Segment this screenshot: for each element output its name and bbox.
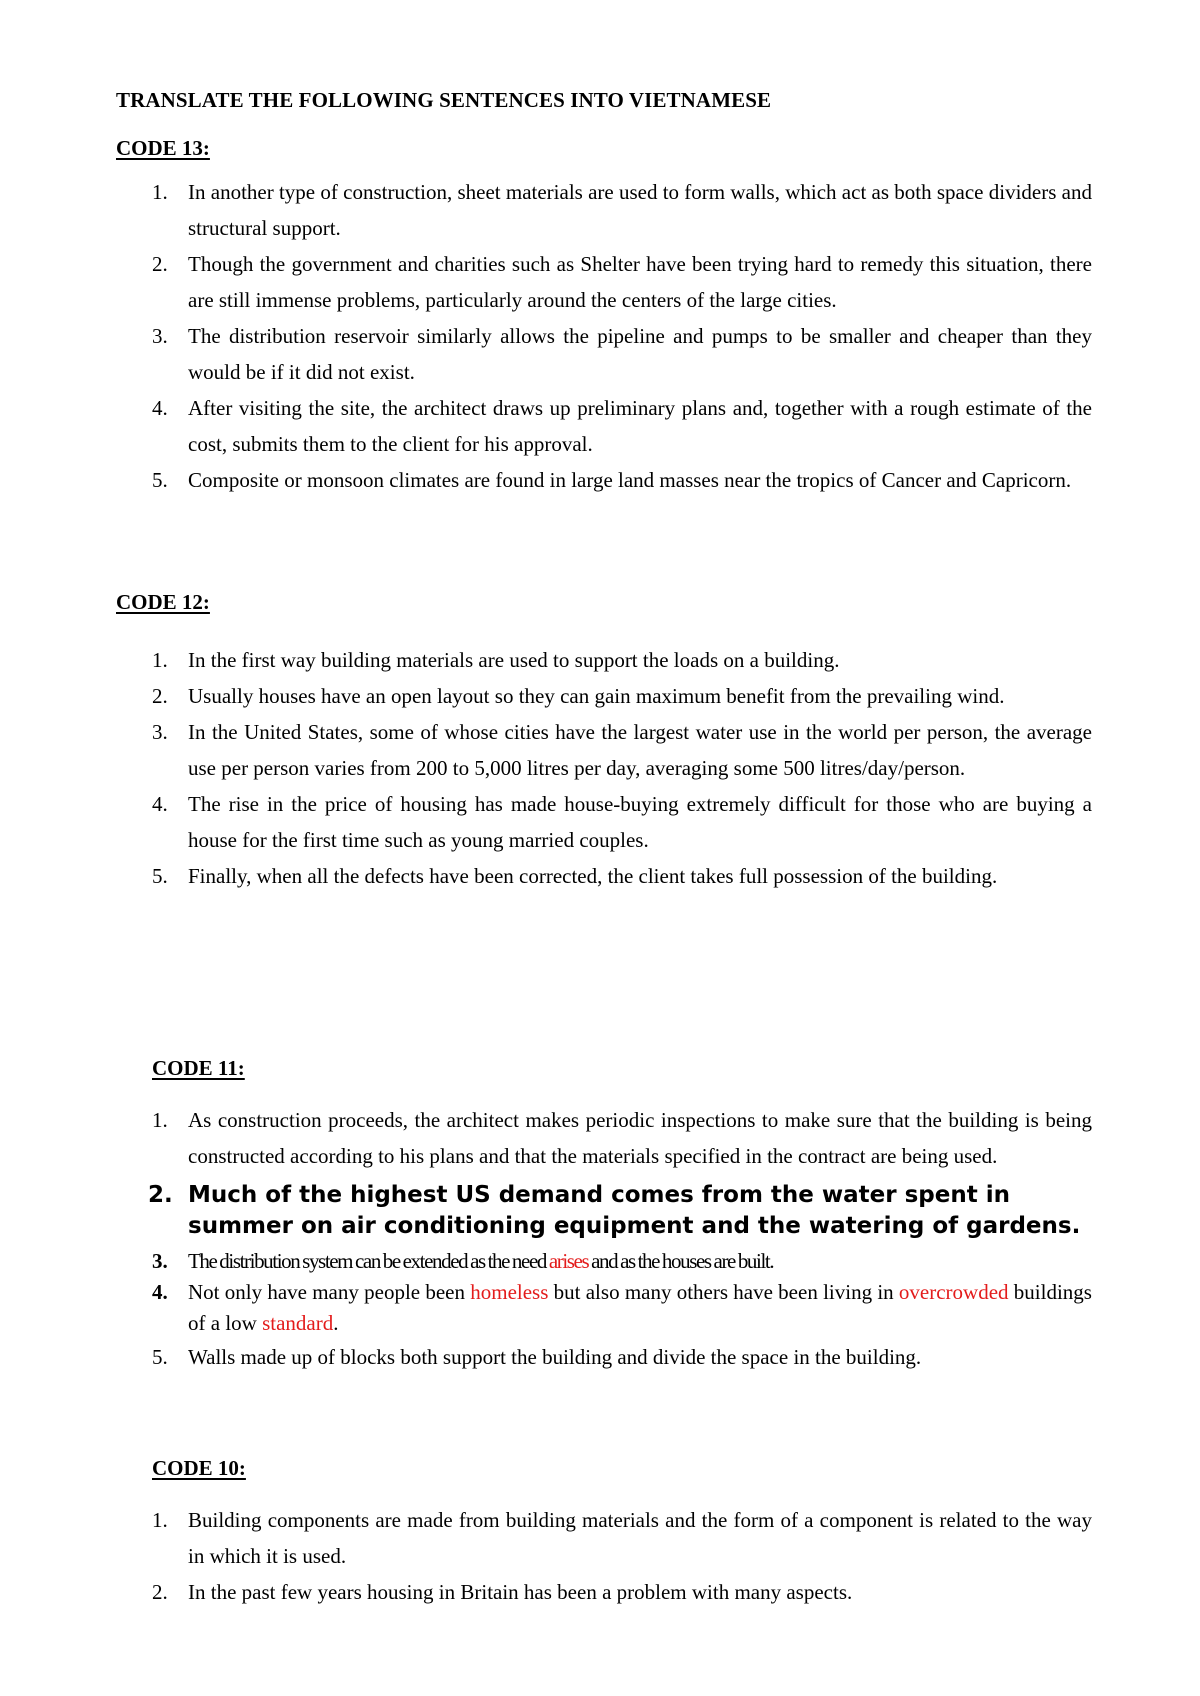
list-item [148, 858, 1092, 894]
sentence-text: Finally, when all the defects have been corrected, the client takes full possession of the building. [188, 864, 998, 888]
sentence-text: Usually houses have an open layout so they can gain maximum benefit from the prevailing wind. [188, 684, 1005, 708]
code-13-list [148, 174, 1092, 498]
sentence-text: Walls made up of blocks both support the building and divide the space in the building. [188, 1345, 922, 1369]
sentence-text: and as the houses are built. [588, 1249, 774, 1273]
sentence-text: Building components are made from building materials and the form of a component is related to the way in which it is used. [188, 1508, 1092, 1568]
sentence-text: Though the government and charities such as Shelter have been trying hard to remedy this situation, there are still immense problems, particularly around the centers of the large cities. [188, 252, 1092, 312]
sentence-text: In the United States, some of whose cities have the largest water use in the world per person, the average use per person varies from 200 to 5,000 litres per day, averaging some 500 litres/day/person. [188, 720, 1092, 780]
list-number: 3. [152, 324, 168, 348]
list-number: 4. [152, 1280, 168, 1304]
list-number: 5. [152, 468, 168, 492]
list-item [148, 714, 1092, 786]
code-11-list [148, 1102, 1092, 1375]
sentence-text: As construction proceeds, the architect makes periodic inspections to make sure that the building is being constructed according to his plans and that the materials specified in the contract are being used. [188, 1108, 1092, 1168]
list-number: 2. [152, 1580, 168, 1604]
list-item [148, 1574, 1092, 1610]
section-heading-code-13: CODE 13: [116, 136, 210, 160]
sentence-text: In another type of construction, sheet materials are used to form walls, which act as both space dividers and structural support. [188, 180, 1092, 240]
list-item [148, 1502, 1092, 1574]
list-number: 2. [152, 252, 168, 276]
sentence-text: The distribution system can be extended as the need [188, 1249, 549, 1273]
sentence-text: Much of the highest US demand comes from the water spent in summer on air conditioning equipment and the watering of gardens. [188, 1182, 1081, 1239]
highlighted-word: homeless [470, 1280, 549, 1304]
document-title: TRANSLATE THE FOLLOWING SENTENCES INTO VIETNAMESE [116, 88, 772, 112]
list-item [148, 678, 1092, 714]
list-number: 5. [152, 1345, 168, 1369]
sentence-text: buildings of a low [188, 1280, 1092, 1335]
list-item [148, 246, 1092, 318]
sentence-text: In the past few years housing in Britain has been a problem with many aspects. [188, 1580, 853, 1604]
code-10-list [148, 1502, 1092, 1610]
list-item [148, 1246, 1092, 1277]
list-number: 2. [148, 1182, 173, 1208]
section-heading-code-12: CODE 12: [116, 590, 210, 614]
list-item [148, 1339, 1092, 1375]
list-number: 4. [152, 396, 168, 420]
section-heading-code-11: CODE 11: [152, 1056, 245, 1080]
list-item [148, 1102, 1092, 1174]
list-number: 4. [152, 792, 168, 816]
sentence-text: In the first way building materials are used to support the loads on a building. [188, 648, 840, 672]
list-item [148, 786, 1092, 858]
list-number: 1. [152, 1108, 168, 1132]
list-item [148, 642, 1092, 678]
list-item [148, 174, 1092, 246]
sentence-text: but also many others have been living in [548, 1280, 899, 1304]
highlighted-word: overcrowded [898, 1280, 1009, 1304]
list-number: 3. [152, 720, 168, 744]
list-item [148, 462, 1092, 498]
sentence-text: . [333, 1311, 339, 1335]
section-heading-code-10: CODE 10: [152, 1456, 246, 1480]
highlighted-word: arises [548, 1249, 589, 1273]
sentence-text: Composite or monsoon climates are found in large land masses near the tropics of Cancer and Capricorn. [188, 468, 1072, 492]
list-item [148, 318, 1092, 390]
list-number: 1. [152, 1508, 168, 1532]
highlighted-word: standard [262, 1311, 334, 1335]
list-number: 2. [152, 684, 168, 708]
sentence-text: The rise in the price of housing has made house-buying extremely difficult for those who are buying a house for the first time such as young married couples. [188, 792, 1092, 852]
list-number: 1. [152, 648, 168, 672]
list-number: 3. [152, 1249, 168, 1273]
code-12-list [148, 642, 1092, 894]
sentence-text: After visiting the site, the architect draws up preliminary plans and, together with a rough estimate of the cost, submits them to the client for his approval. [188, 396, 1092, 456]
list-item [148, 390, 1092, 462]
list-item [148, 1174, 1092, 1246]
sentence-text: Not only have many people been [188, 1280, 471, 1304]
list-number: 5. [152, 864, 168, 888]
sentence-text: The distribution reservoir similarly allows the pipeline and pumps to be smaller and cheaper than they would be if it did not exist. [188, 324, 1092, 384]
list-item [148, 1277, 1092, 1339]
list-number: 1. [152, 180, 168, 204]
